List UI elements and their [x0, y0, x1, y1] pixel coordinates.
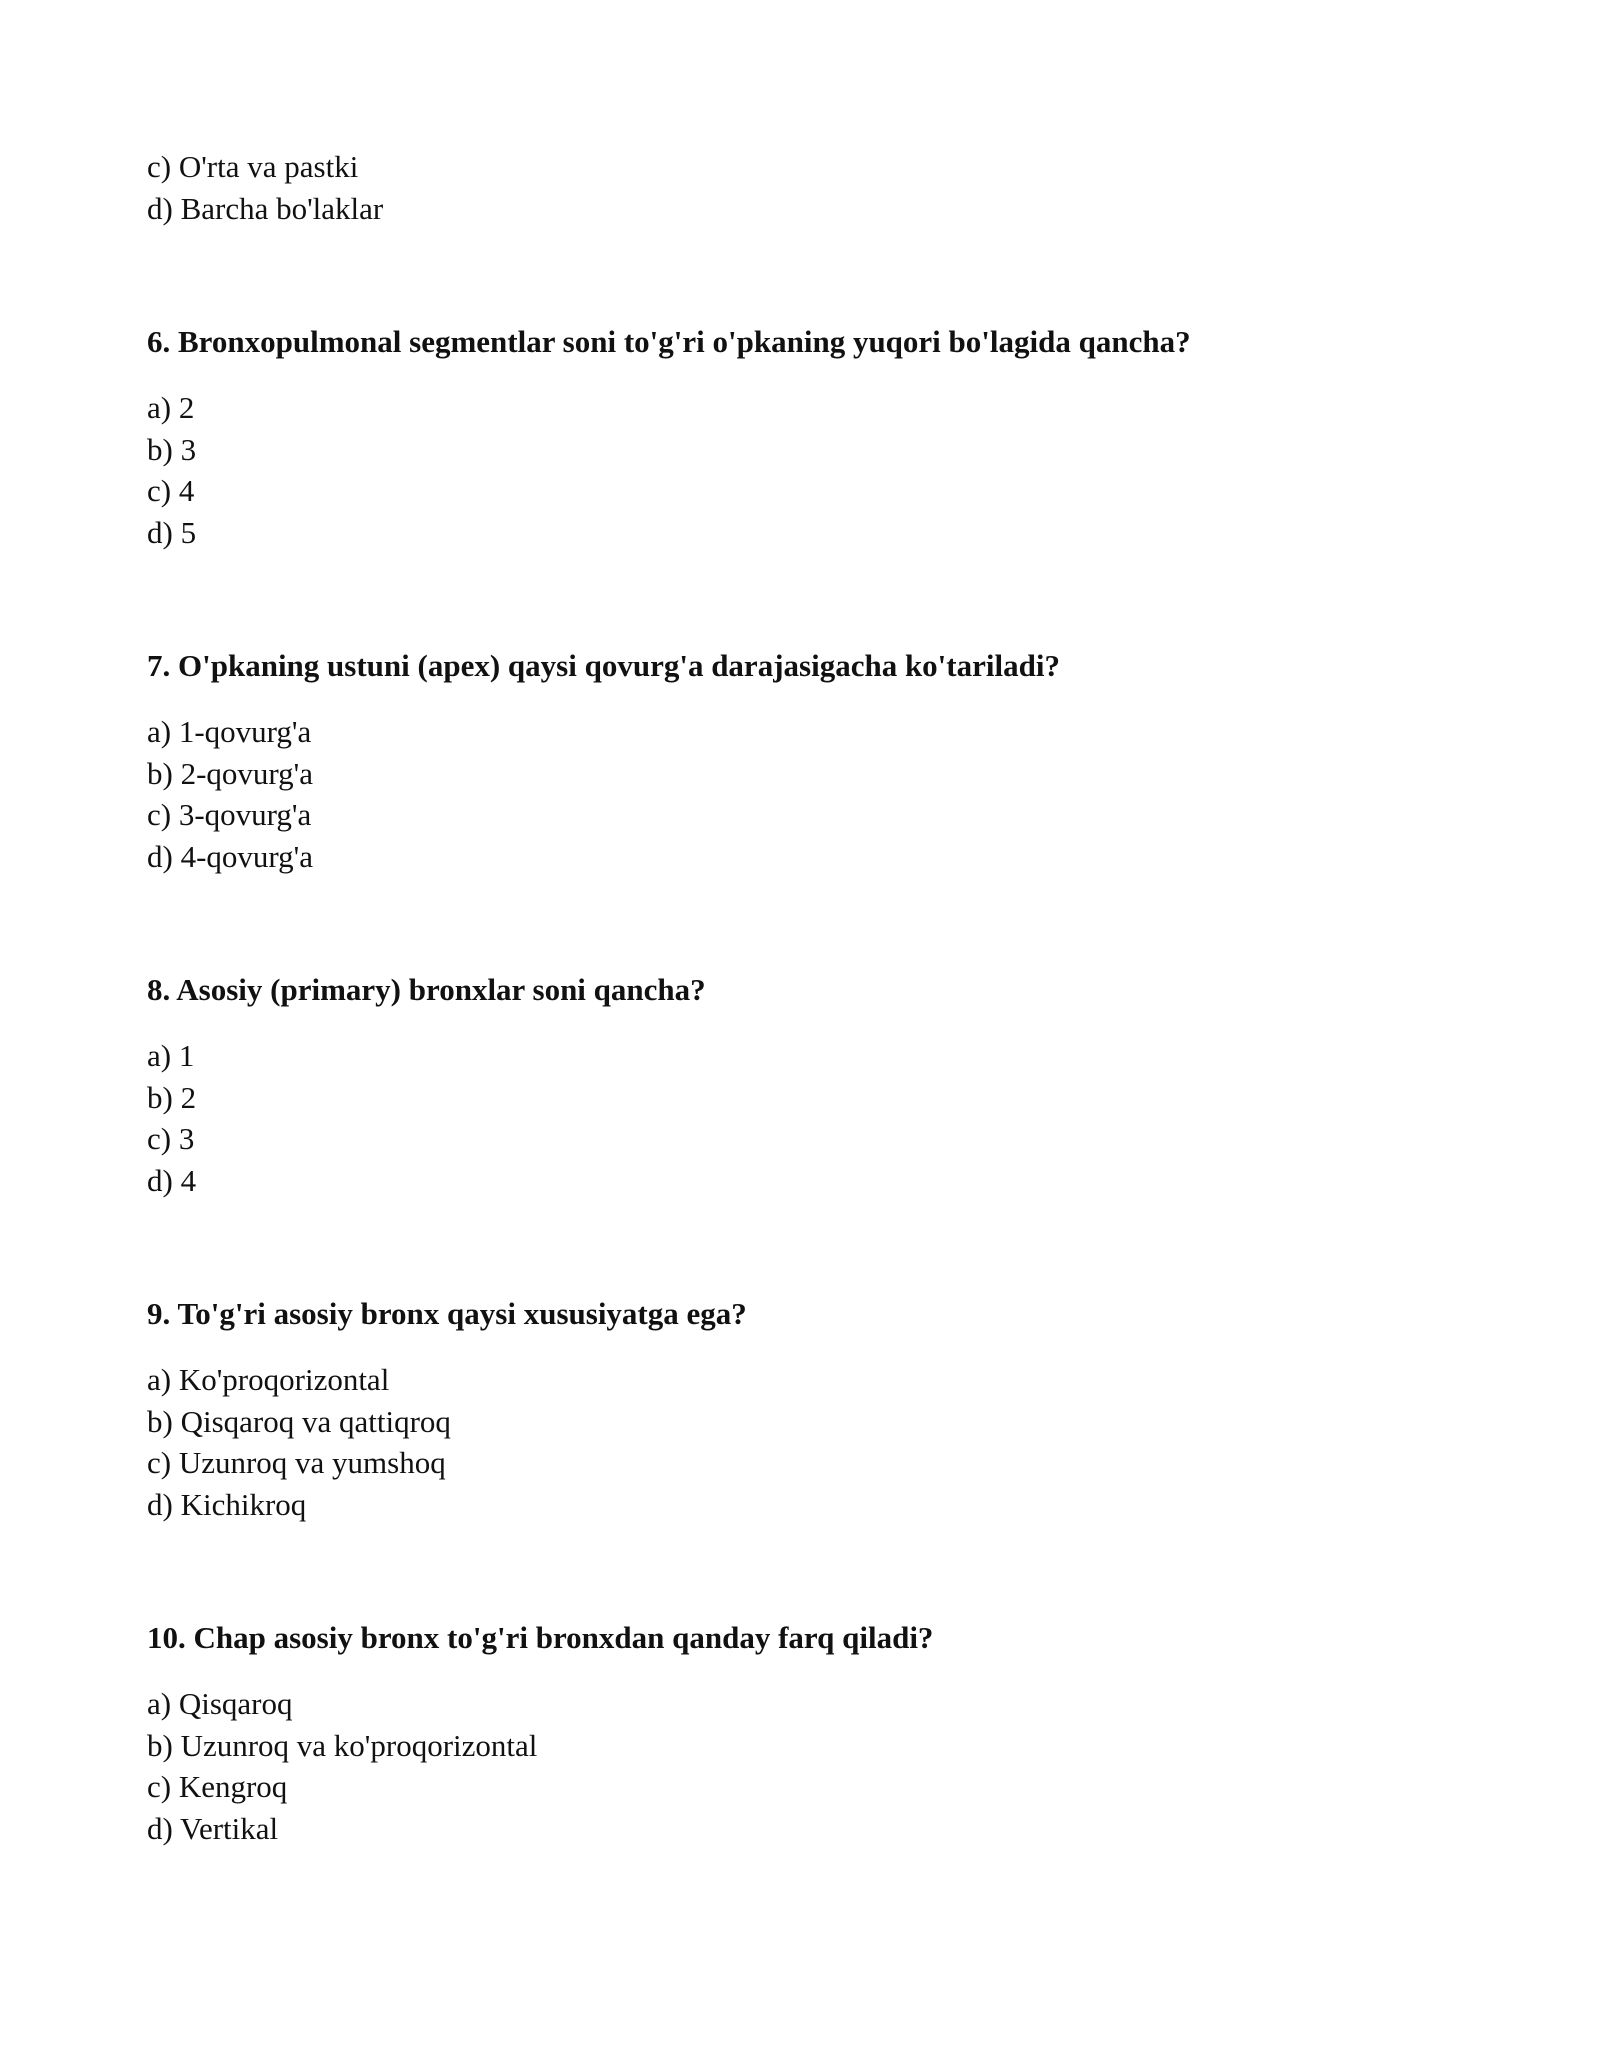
- option-c: c) 4: [147, 473, 195, 508]
- option-c: c) Kengroq: [147, 1769, 288, 1804]
- option-b: b) Qisqaroq va qattiqroq: [147, 1403, 451, 1439]
- question-9: [147, 1294, 1447, 1334]
- option-b: b) 3: [147, 431, 197, 467]
- option-a: a) 2: [147, 390, 195, 425]
- option-c: c) Uzunroq va yumshoq: [147, 1445, 446, 1480]
- option-a: a) Qisqaroq: [147, 1686, 293, 1721]
- question-10: [147, 1618, 1447, 1658]
- question-title: 6. Bronxopulmonal segmentlar soni to'g'ri o'pkaning yuqori bo'lagida qancha?: [147, 324, 1191, 359]
- option-b: b) Uzunroq va ko'proqorizontal: [147, 1727, 538, 1763]
- option-c: c) 3: [147, 1121, 195, 1156]
- option-c: c) O'rta va pastki: [147, 149, 359, 184]
- question-8-options: [147, 1035, 1447, 1201]
- option-a: a) Ko'proqorizontal: [147, 1362, 390, 1397]
- option-d: d) Kichikroq: [147, 1486, 307, 1522]
- question-7: [147, 646, 1447, 686]
- question-8: [147, 970, 1447, 1010]
- question-title: 8. Asosiy (primary) bronxlar soni qancha?: [147, 972, 706, 1007]
- question-7-options: [147, 711, 1447, 877]
- option-a: a) 1: [147, 1038, 195, 1073]
- option-a: a) 1-qovurg'a: [147, 714, 312, 749]
- option-d: d) 4: [147, 1162, 197, 1198]
- question-title: 7. O'pkaning ustuni (apex) qaysi qovurg'a darajasigacha ko'tariladi?: [147, 648, 1060, 683]
- question-6-options: [147, 387, 1447, 553]
- question-9-options: [147, 1359, 1447, 1525]
- option-d: d) Barcha bo'laklar: [147, 190, 384, 226]
- question-10-options: [147, 1683, 1447, 1849]
- option-c: c) 3-qovurg'a: [147, 797, 312, 832]
- option-d: d) Vertikal: [147, 1810, 279, 1846]
- option-b: b) 2: [147, 1079, 197, 1115]
- option-d: d) 4-qovurg'a: [147, 838, 314, 874]
- question-title: 10. Chap asosiy bronx to'g'ri bronxdan qanday farq qiladi?: [147, 1620, 934, 1655]
- question-title: 9. To'g'ri asosiy bronx qaysi xususiyatga ega?: [147, 1296, 747, 1331]
- option-b: b) 2-qovurg'a: [147, 755, 314, 791]
- question-6: [147, 322, 1447, 362]
- continued-options: [147, 146, 1447, 229]
- option-d: d) 5: [147, 514, 197, 550]
